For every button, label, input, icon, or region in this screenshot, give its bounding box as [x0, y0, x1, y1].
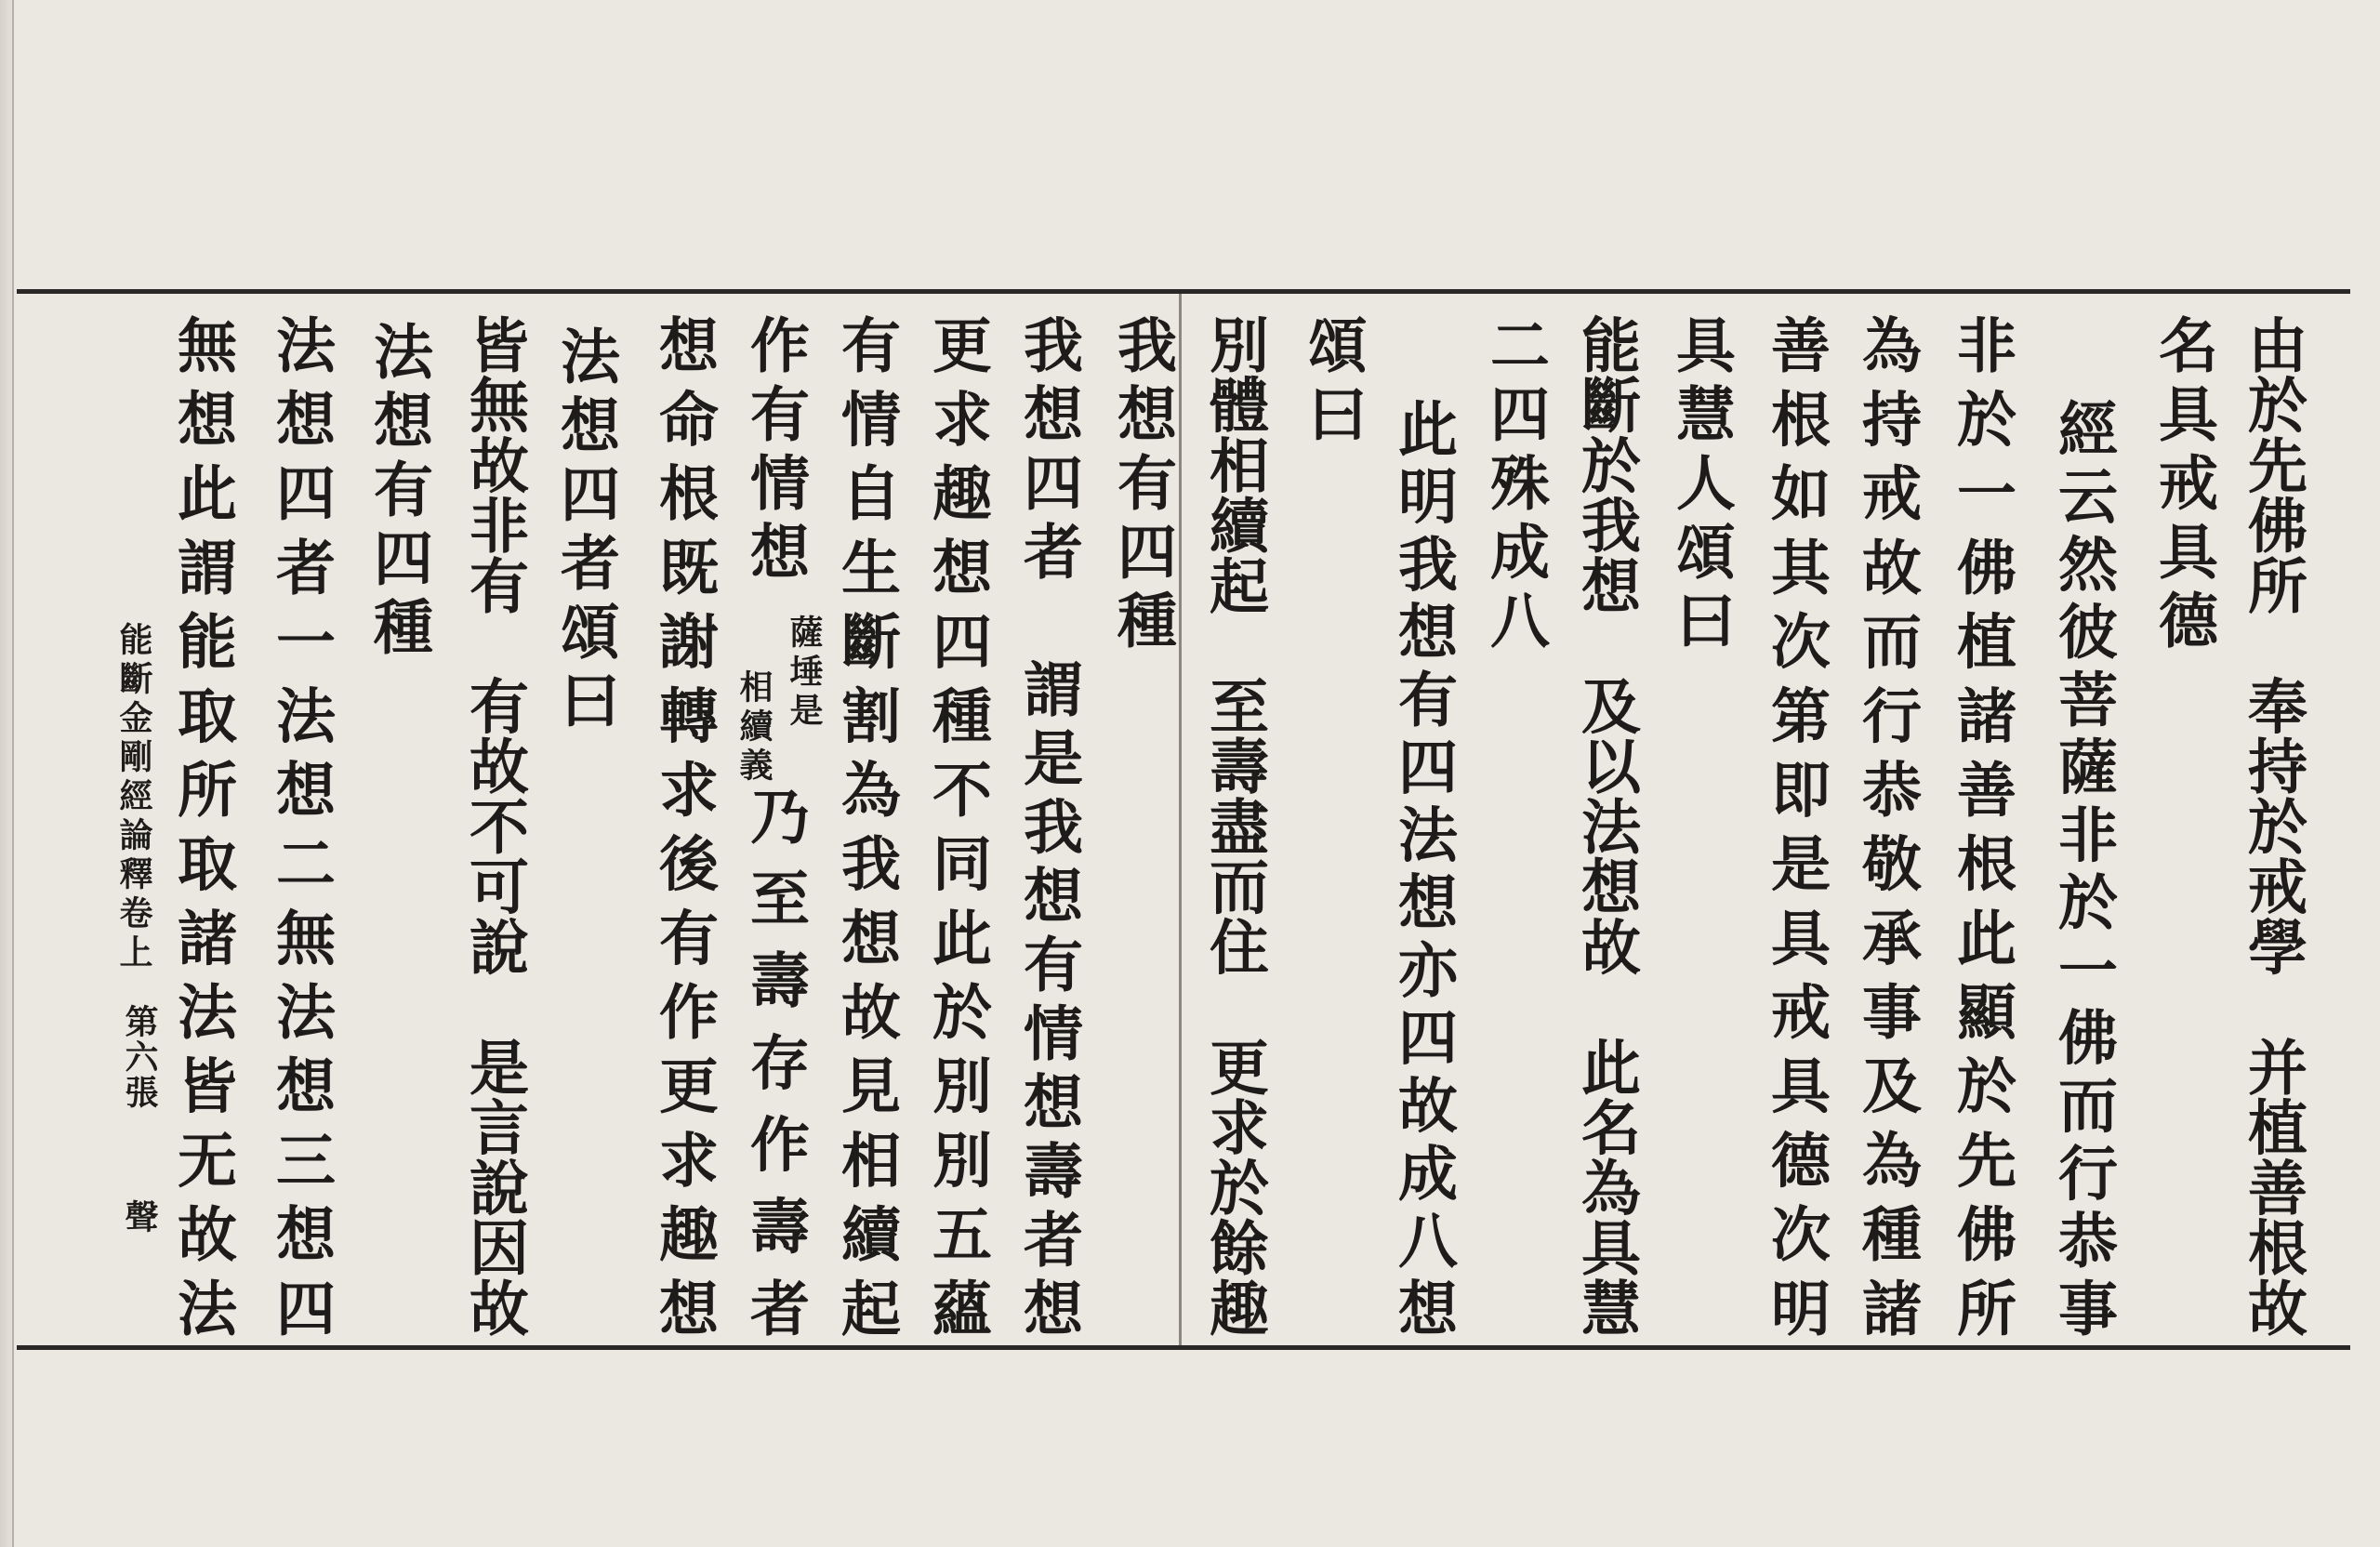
text-column-17-tail: 乃至壽存作壽者	[740, 786, 810, 1337]
text-column-5: 為持戒故而行恭敬承事及為種諸	[1852, 314, 1922, 1337]
interlinear-gloss-left: 相續義	[734, 669, 774, 787]
text-column-21: 法想有四種	[364, 321, 433, 665]
text-column-13: 我想有四種	[1107, 314, 1177, 658]
margin-mark: 聲	[120, 1199, 159, 1238]
text-column-12: 別體相續起 至壽盡而住 更求於餘趣	[1199, 314, 1269, 1337]
text-column-17-head: 作有情想	[740, 314, 810, 589]
text-column-19: 法想四者頌曰	[550, 325, 620, 738]
scan-edge-line	[12, 0, 14, 1547]
interlinear-gloss-right: 薩埵是	[785, 615, 824, 732]
bottom-border-rule	[17, 1345, 2350, 1350]
text-column-1: 由於先佛所 奉持於戒學 并植善根故	[2238, 314, 2307, 1337]
text-column-10: 此明我想有四法想亦四故成八想	[1388, 398, 1458, 1337]
text-column-4: 非於一佛植諸善根此顯於先佛所	[1947, 314, 2016, 1337]
text-column-11: 頌曰	[1298, 314, 1368, 452]
text-column-16: 有情自生斷割為我想故見相續起	[831, 314, 901, 1337]
text-column-15: 更求趣想四種不同此於別別五蘊	[922, 314, 992, 1337]
text-column-3: 經云然彼菩薩非於一佛而行恭事	[2048, 398, 2118, 1337]
scan-edge-shadow	[0, 0, 13, 1547]
text-column-18: 想命根既謝轉求後有作更求趣想	[649, 314, 719, 1337]
text-column-20: 皆無故非有 有故不可說 是言說因故	[459, 314, 529, 1337]
text-column-6: 善根如其次第即是具戒具德次明	[1761, 314, 1831, 1337]
text-column-23: 無想此謂能取所取諸法皆无故法	[167, 314, 237, 1337]
top-border-rule	[17, 289, 2350, 294]
text-column-22: 法想四者一法想二無法想三想四	[266, 314, 336, 1337]
text-column-2: 名具戒具德	[2149, 314, 2218, 658]
text-column-9: 二四殊成八	[1480, 314, 1550, 658]
text-column-7: 具慧人頌曰	[1666, 314, 1736, 658]
margin-leaf-number: 第六張	[120, 1004, 159, 1110]
text-column-8: 能斷於我想 及以法想故 此名為具慧	[1571, 314, 1641, 1337]
margin-book-title: 能斷金剛經論釋卷上	[114, 622, 153, 973]
text-column-14: 我想四者 謂是我想有情想壽者想	[1013, 314, 1083, 1337]
